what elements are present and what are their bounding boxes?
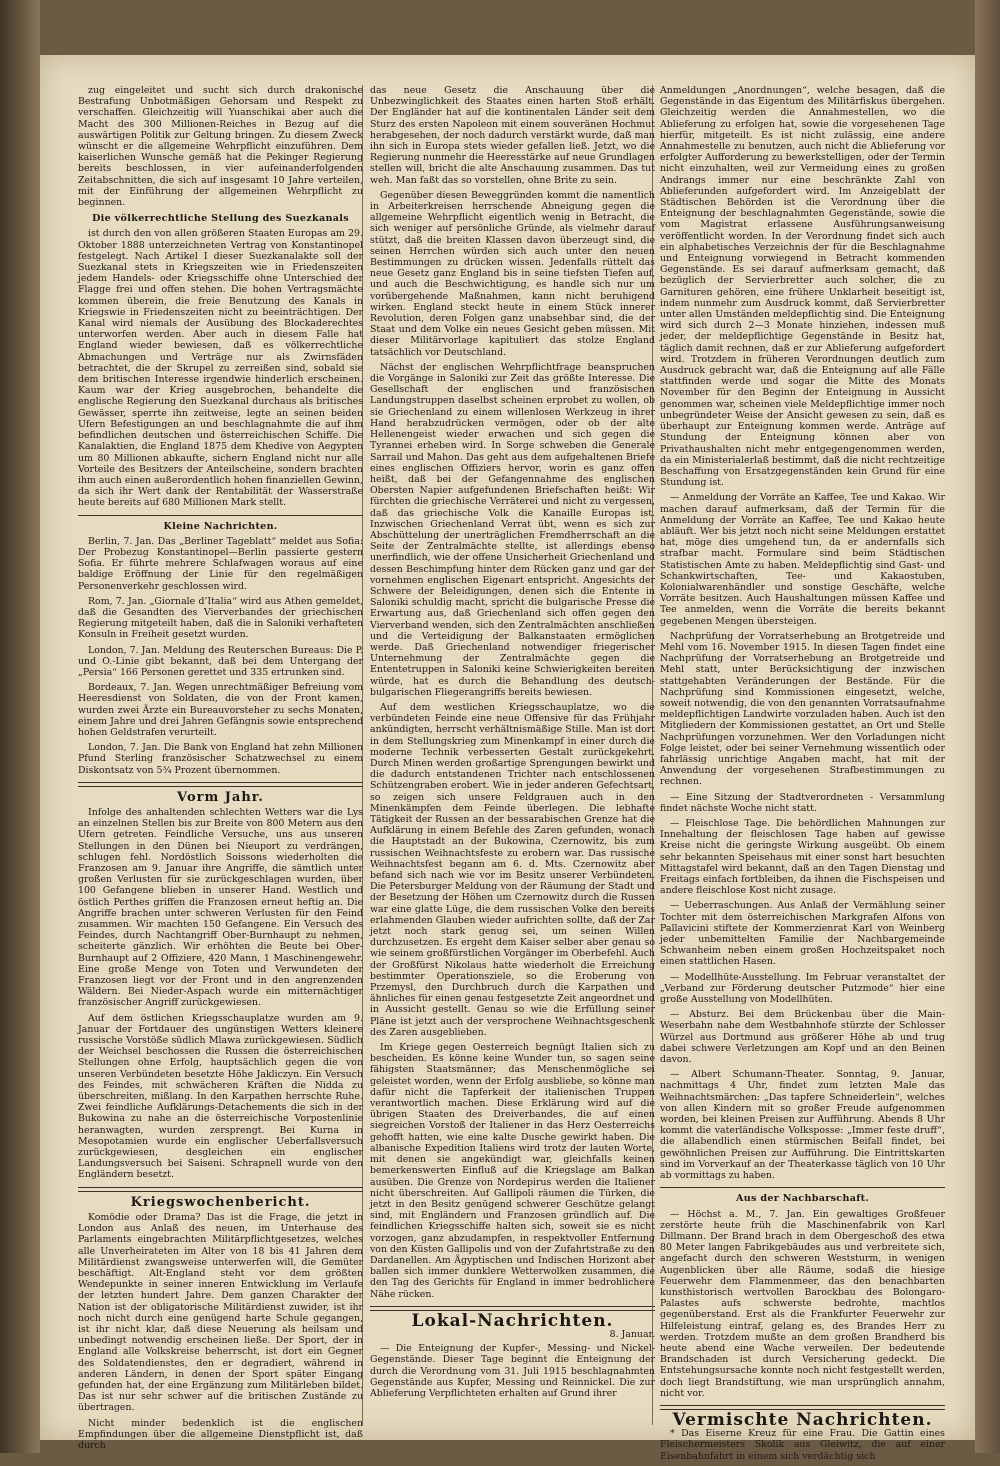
divider	[78, 1187, 363, 1192]
news-item: — Eine Sitzung der Stadtverordneten - Versammlung findet nächste Woche nicht statt.	[660, 791, 945, 814]
news-item: — Absturz. Bei dem Brückenbau über die Main-Weserbahn nahe dem Westbahnhofe stürzte der Schlosser Würzel aus Dortmund aus größerer Höhe ab und trug dabei schwere Verletzungen am Kopf und an den Beinen davon.	[660, 1009, 945, 1066]
article-paragraph: das neue Gesetz die Anschauung über die Unbezwinglichkeit des Staates einen harten Stoß erhält. Der Engländer hat auf die kontinentalen Länder seit dem Sturz des ersten Napoleon mit einem souveränen Hochmut herabgesehen, der noch dadurch verstärkt wurde, daß man ihn sich in Europa stets wieder gefallen ließ. Jetzt, wo die Regierung nunmehr die Heeresstärke auf neue Grundlagen stellen will, bricht die alte Anschauung zusammen. Das tut weh. Man faßt das so vorstellen, ohne Brite zu sein.	[370, 85, 655, 186]
dateline: 8. Januar.	[609, 1328, 655, 1340]
article-paragraph: Gegenüber diesen Beweggründen kommt die namentlich in Arbeiterkreisen herrschende Abneigung gegen die allgemeine Wehrpflicht eigentlich wenig in Betracht, die sich weniger auf persönliche Gründe, als vielmehr darauf stützt, daß die breiten Klassen davon überzeugt sind, die seinen Herrchen würden sich auch unter den neuen Bestimmungen zu drücken wissen. Jedenfalls rüttelt das neue Gesetz ganz England bis in seine tiefsten Tiefen auf, und auch die Beschwichtigung, es handle sich nur um vorübergehende Maßnahmen, kann nicht beruhigend wirken. England steckt heute in einem Stück innerer Revolution, deren Folgen ganz unabsehbar sind, die der Staat und dem Volke ein neues Gesicht geben müssen. Mit dieser Militärvorlage kapituliert das stolze England tatsächlich vor Deutschland.	[370, 189, 655, 358]
divider	[370, 1306, 655, 1311]
article-paragraph: Auf dem östlichen Kriegsschauplatze wurden am 9. Januar der Fortdauer des ungünstigen Wetters kleinere russische Vorstöße südlich Mlawa zurückgewiesen. Südlich der Weichsel beschossen die Russen die österreichischen Stellungen ohne Erfolg, hauptsächlich gegen die von unseren Verbündeten besetzte Höhe Jakliczyn. Ein Versuch des Feindes, mit schwächeren Kräften die Nidda zu überschreiten, mißlang. In den Karpathen herrschte Ruhe. Zwei feindliche Aufklärungs-Detachements die sich in der Bukowina zu nahe an die österreichische Vorpostenlinie heranwagten, wurden zersprengt. Bei Kurna in Mesopotamien wurde ein englischer Ueberfallsversuch zurückgewiesen, desgleichen ein englischer Landungsversuch bei Saiseni. Schrapnell wurde von den Engländern besetzt.	[78, 1012, 363, 1181]
article-paragraph: Infolge des anhaltenden schlechten Wetters war die Lys an einzelnen Stellen bis zur Breite von 800 Metern aus den Ufern getreten. Feindliche Versuche, uns aus unseren Stellungen in den Dünen bei Nieuport zu verdrängen, schlugen fehl. Nordöstlich Soissons wiederholten die Franzosen am 9. Januar ihre Angriffe, die sämtlich unter großen Verlusten für sie zurückgeschlagen wurden, über 100 Gefangene blieben in unserer Hand. Westlich und östlich Perthes griffen die Franzosen erneut heftig an. Die Angriffe brachen unter schweren Verlusten für den Feind zusammen. Wir machten 150 Gefangene. Ein Versuch des Feindes, durch Nachtangriff Ober-Burnhaupt zu nehmen, scheiterte gänzlich. Wir erhöhten die Beute bei Ober-Burnhaupt auf 2 Offiziere, 420 Mann, 1 Maschinengewehr. Eine große Menge von Toten und Verwundeten der Franzosen liegt vor der Front und in den angrenzenden Wäldern. Bei Nieder-Aspach wurde ein mitternächtiger französischer Angriff zurückgewiesen.	[78, 806, 363, 1009]
article-paragraph: Komödie oder Drama? Das ist die Frage, die jetzt in London aus Anlaß des neuen, im Unterhause des Parlaments eingebrachten Militärpflichtgesetzes, welches alle Unverheirateten im Alter von 18 bis 41 Jahren dem Militärdienst zwangsweise unterwerfen will, die Gemüter beschäftigt. Alt-England steht vor dem größten Wendepunkte in seiner inneren Entwicklung im Verlaufe der letzten hundert Jahre. Dem ganzen Charakter der Nation ist der obligatorische Militärdienst zuwider, ist ihr noch nicht durch eine genügend harte Schule gegangen, ist ihr nicht klar, daß diese Neuerung als heilsam und unbedingt notwendig erscheinen ließe. Der Sport, der in England alle Volkskreise beherrscht, ist dort ein Gegner des Soldatendienstes, den er degradiert, während in anderen Ländern, in denen der Sport später Eingang gefunden hat, der eine Ergänzung zum Militärleben bildet. Das ist nur sehr schwer auf die britischen Zustände zu übertragen.	[78, 1211, 363, 1414]
news-item: Berlin, 7. Jan. Das „Berliner Tageblatt“ meldet aus Sofia: Der Probezug Konstantinopel—Berlin passierte gestern Sofia. Er führte mehrere Schlafwagen woraus auf eine baldige Eröffnung der Linie für den regelmäßigen Personenverkehr geschlossen wird.	[78, 535, 363, 592]
news-item: * Das Eiserne Kreuz für eine Frau. Die Gattin eines Fleischermeisters Skolik aus Gleiwitz, die auf einer Eisenbahnfahrt in einem sich verdächtig sich	[660, 1428, 945, 1462]
kriegswochenbericht-title: Kriegswochenbericht.	[130, 1194, 311, 1210]
lokal-nachrichten-title: Lokal-Nachrichten.	[411, 1310, 614, 1331]
divider	[660, 1187, 945, 1188]
news-item: — Fleischlose Tage. Die behördlichen Mahnungen zur Innehaltung der fleischlosen Tage haben auf gewisse Kreise nicht die geringste Wirkung ausgeübt. Ob einem sehr bekannten Speisehaus mit einer sonst hart besuchten Mittagstafel wird bekannt, daß an den Tagen Dienstag und Freitags einfach fortbleiben, da ihnen die Fischspeisen und andere fleischlose Kost nicht zusage.	[660, 818, 945, 897]
article-paragraph: ist durch den von allen größeren Staaten Europas am 29. Oktober 1888 unterzeichneten Vertrag von Konstantinopel festgelegt. Nach Artikel I dieser Suezkanalakte soll der Suezkanal stets in Kriegszeiten wie in Friedenszeiten jedem Handels- oder Kriegsschiffe ohne Unterschied der Flagge frei und offen stehen. Die hohen Vertragsmächte kommen überein, die freie Benutzung des Kanals in Kriegswie in Friedenszeiten nicht zu beeinträchtigen. Der Kanal wird niemals der Ausübung des Blockaderechtes unterworfen werden. Aber auch in diesem Falle hat England wieder bewiesen, daß es völkerrechtliche Abmachungen und Verträge nur als Zwirnsfäden betrachtet, die der Skrupel zu zerreißen sind, sobald sie dem britischen Interesse irgendwie hinderlich erscheinen. Kaum war der Krieg ausgebrochen, behandelte die englische Regierung den Suezkanal durchaus als britisches Gewässer, sperrte ihn zeitweise, legte an seinen beiden Ufern Befestigungen an und beschlagnahmte die auf ihm befindlichen deutschen und österreichischen Schiffe. Die Kanalaktien, die England 1875 dem Khedive von Aegypten um 80 Millionen abkaufte, sichern England nicht nur alle Vorteile des Besitzers der Anteilscheine, sondern brachten ihm auch einen außerordentlich hohen finanziellen Gewinn, da sich ihr Wert dank der Rentabilität der Wasserstraße heute bereits auf 680 Millionen Mark stellt.	[78, 228, 363, 509]
newspaper-page	[40, 55, 975, 1462]
news-item: London, 7. Jan. Meldung des Reuterschen Bureaus: Die P. und O.-Linie gibt bekannt, daß bei dem Untergang der „Persia“ 166 Personen gerettet und 335 ertrunken sind.	[78, 644, 363, 678]
column-3	[660, 85, 945, 1466]
divider	[78, 782, 363, 787]
news-item: Nachprüfung der Vorratserhebung an Brotgetreide und Mehl vom 16. November 1915. In diesen Tagen findet eine Nachprüfung der Vorratserhebung an Brotgetreide und Mehl statt, unter Berücksichtigung der inzwischen stattgehabten Veränderungen der Bestände. Für die Nachprüfung sind Kommissionen eingesetzt, welche, soweit notwendig, die von den genannten Vorratsaufnahme meldepflichtigen Landwirte vorzuladen haben. Auch ist den Mitgliedern der Kommissionen gestattet, an Ort und Stelle Nachprüfungen vorzunehmen. Wer den Vorladungen nicht Folge leistet, oder bei seiner Vernehmung wissentlich oder fahrlässig unrichtige Angaben macht, hat mit der Anwendung der vorgesehenen Strafbestimmungen zu rechnen.	[660, 630, 945, 788]
kleine-nachrichten-heading: Kleine Nachrichten.	[163, 520, 278, 532]
news-item: London, 7. Jan. Die Bank von England hat zehn Millionen Pfund Sterling französischer Schatzwechsel zu einem Diskontsatz von 5¾ Prozent übernommen.	[78, 742, 363, 776]
article-paragraph: Anmeldungen „Anordnungen“, welche besagen, daß die Gegenstände in das Eigentum des Militärfiskus übergehen. Gleichzeitig werden die Annahmestellen, wo die Ablieferung zu erfolgen hat, sowie die vorgesehenen Tage hierfür, mitgeteilt. Es ist nicht zulässig, eine andere Annahmestelle zu benutzen, auch nicht die Ablieferung vor erfolgter Aufforderung zu bewerkstelligen, oder der Termin nicht einzuhalten, weil zur Vermeidung eines zu großen Andrangs immer nur eine beschränkte Zahl von Ablieferunden aufgefordert wird. Im Anzeigeblatt der Städtischen Behörden ist die Verordnung über die Enteignung der beschlagnahmten Gegenstände, sowie die vom Magistrat erlassene Ausführungsanweisung veröffentlicht worden. In der Verordnung findet sich auch ein alphabetisches Verzeichnis der für die Beschlagnahme und Enteignung vorwiegend in Betracht kommenden Gegenstände. Es sei darauf aufmerksam gemacht, daß bezüglich der Servierbretter auch solcher, die zu Garnituren gehören, eine frühere Unklarheit beseitigt ist, indem nunmehr zum Ausdruck kommt, daß Servierbretter unter allen Umständen meldepflichtig sind. Die Enteignung wird sich durch 2—3 Monate hinziehen, indessen muß jeder, der meldepflichtige Gegenstände in Besitz hat, täglich damit rechnen, daß er zur Ablieferung aufgefordert wird. Trotzdem in früheren Verordnungen deutlich zum Ausdruck gebracht war, daß die Enteignung auf alle Fälle stattfinden werde und sogar die Mitte des Monats November für den Beginn der Enteignung in Aussicht genommen war, scheinen viele Meldepflichtige immer noch unbegründeter Weise der Ansicht gewesen zu sein, daß es überhaupt zur Enteignung kommen werde. Anträge auf Stundung der Enteignung können aber von Privathaushalten nicht mehr entgegengenommen werden, da ein Ministerialerlaß bestimmt, daß die nicht rechtzeitige Beschaffung von Ersatzgegenständen kein Grund für eine Stundung ist.	[660, 85, 945, 489]
column-1	[78, 85, 363, 1455]
news-item: — Ueberraschungen. Aus Anlaß der Vermählung seiner Tochter mit dem österreichischen Markgrafen Alfons von Pallavicini stiftete der Kommerzienrat Karl von Weinberg jeder unbemittelten Familie der Nachbargemeinde Schwanheim neben einem großen Hochzeitspaket noch einen stattlichen Hasen.	[660, 900, 945, 968]
book-spine	[0, 0, 40, 1453]
nachbarschaft-heading: Aus der Nachbarschaft.	[735, 1193, 870, 1205]
vermischte-nachrichten-title: Vermischte Nachrichten.	[672, 1409, 933, 1430]
suez-heading: Die völkerrechtliche Stellung des Suezkanals	[92, 213, 349, 225]
news-item: — Höchst a. M., 7. Jan. Ein gewaltiges Großfeuer zerstörte heute früh die Maschinenfabrik von Karl Dillmann. Der Brand brach in dem Obergeschoß des etwa 80 Meter langen Fabrikgebäudes aus und verbreitete sich, angefacht durch den schweren Weststurm, in wenigen Augenblicken über alle Räume, sodaß die hiesige Feuerwehr dem Flammenmeer, das den benachbarten kunsthistorisch wertvollen Barockbau des Bolongaro-Palastes aufs schwerste bedrohte, machtlos gegenüberstand. Erst als die Frankfurter Feuerwehr zur Hilfeleistung eintraf, gelang es, des Brandes Herr zu werden. Trotzdem mußte an dem großen Brandherd bis heute abend eine Wache verweilen. Der bedeutende Brandschaden ist durch Versicherung gedeckt. Die Entstehungsursache konnte noch nicht festgestellt werden, doch liegt Brandstiftung, wie man ursprünglich annahm, nicht vor.	[660, 1208, 945, 1399]
news-item: Bordeaux, 7. Jan. Wegen unrechtmäßiger Befreiung vom Heeresdienst von Soldaten, die von der Front kamen, wurden zwei Ärzte ein Bureauvorsteher zu sechs Monaten, einem Jahre und drei Jahren Gefängnis sowie entsprechend hohen Geldstrafen verurteilt.	[78, 682, 363, 738]
column-2	[370, 85, 655, 1403]
article-paragraph: Nächst der englischen Wehrpflichtfrage beanspruchen die Vorgänge in Saloniki zur Zeit das größte Interesse. Die Gesellschaft der englischen und französischen Landungstruppen daselbst scheinen erprobet zu wollen, ob sie Griechenland zu einem willenlosen Werkzeug in ihrer Hand herabzudrücken vermögen, oder ob der alte Hellenengeist wieder erwachen und sich gegen die Tyrannei erheben wird. In Sorge schweben die Generale Sarrail und Mahon. Das geht aus dem aufgehaltenen Briefe eines englischen Offiziers hervor, worin es ganz offen heißt, daß bei der Gefangennahme des englischen Obersten Napier aufgefundenen Briefschaften heißt: Wir fürchten die griechische Verräterei und nicht zu vergessen, daß das griechische Volk die Kanaille Europas ist. Inzwischen Griechenland Verrat übt, wenn es sich zur Abschüttelung der unerträglichen Fremdherrschaft an die Seite der Zentralmächte stellte, ist allerdings ebenso unerfindlich, wie der offene Unsicherheit Griechenland und dessen Beschimpfung hinter dem Rücken ganz und gar der vornehmen englischen Eigenart entspricht. Angesichts der Schwere der Beleidigungen, denen sich die Entente in Saloniki schuldig macht, spricht die bulgarische Presse die Erwartung aus, daß Griechenland sich offen gegen den Vierverband wenden, sich den Zentralmächten anschließen und die Verteidigung der Balkanstaaten ermöglichen werde. Daß Griechenland notwendiger friegerischer Unternehmung der Zentralmächte gegen die Ententetruppen in Saloniki keine Schwierigkeiten bereiten würde, hat es durch die Behandlung des deutsch-bulgarischen Fliegerangriffs bereits bewiesen.	[370, 361, 655, 698]
article-paragraph: zug eingeleitet und sucht sich durch drakonische Bestrafung Unbotmäßigen Gehorsam und Respekt zu verschaffen. Gleichzeitig will Yuanschikai aber auch die Macht des 300 Millionen-Reiches in Bezug auf die auswärtigen Politik zur Geltung bringen. Zu diesem Zweck wünscht er die allgemeine Wehrpflicht einzuführen. Dem kaiserlichen Wunsche gemäß hat die Pekinger Regierung bereits beschlossen, in vier aufeinanderfolgenden Zeitabschnitten, die sich auf insgesamt 10 Jahre verteilen, mit der Einführung der allgemeinen Wehrpflicht zu beginnen.	[78, 85, 363, 209]
news-item: Rom, 7. Jan. „Giornale d’Italia“ wird aus Athen gemeldet, daß die Gesandten des Vierverbandes der griechischen Regierung mitgeteilt haben, daß die in Saloniki verhafteten Konsuln in Freiheit gesetzt wurden.	[78, 595, 363, 641]
divider	[78, 515, 363, 516]
news-item: — Modellhüte-Ausstellung. Im Februar veranstaltet der „Verband zur Förderung deutscher Putzmode“ hier eine große Ausstellung von Modellhüten.	[660, 971, 945, 1006]
article-paragraph: Nicht minder bedenklich ist die englischen Empfindungen über die allgemeine Dienstpflicht ist, daß durch	[78, 1417, 363, 1451]
news-item: — Anmeldung der Vorräte an Kaffee, Tee und Kakao. Wir machen darauf aufmerksam, daß der Termin für die Anmeldung der Vorräte an Kaffee, Tee und Kakao heute abläuft. Wer bis jetzt noch nicht seine Meldungen erstattet hat, möge dies umgehend tun, da er andernfalls sich strafbar macht. Formulare sind beim Städtischen Statistischen Amte zu haben. Meldepflichtig sind Gast- und Schankwirtschaften, Tee- und Kakaostuben, Kolonialwarenhändler und sonstige Geschäfte, welche Vorräte besitzen. Auch Haushaltungen müssen Kaffee und Tee anmelden, wenn die Vorräte die bereits bekannt gegebenen Mengen übersteigen.	[660, 492, 945, 627]
page-edge	[975, 0, 1000, 1453]
news-item: — Albert Schumann-Theater. Sonntag, 9. Januar, nachmittags 4 Uhr, findet zum letzten Male das Weihnachtsmärchen: „Das tapfere Schneiderlein“, welches von allen Kindern mit so großer Freude aufgenommen worden, bei kleinen Preisen zur Aufführung. Abends 8 Uhr kommt die vaterländische Volksposse: „Immer feste druff“, die allabendlich einen stürmischen Beifall findet, bei gewöhnlichen Preisen zur Aufführung. Die Eintrittskarten sind im Vorverkauf an der Theaterkasse täglich von 10 Uhr ab vormittags zu haben.	[660, 1069, 945, 1182]
vorm-jahr-title: Vorm Jahr.	[177, 789, 264, 805]
news-item: — Die Enteignung der Kupfer-, Messing- und Nickel-Gegenstände. Dieser Tage beginnt die Enteignung der durch die Verordnung vom 31. Juli 1915 beschlagnahmten Gegenstände aus Kupfer, Messing und Reinnickel. Die zur Ablieferung Verpflichteten erhalten auf Grund ihrer	[370, 1343, 655, 1399]
article-paragraph: Im Kriege gegen Oesterreich begnügt Italien sich zu bescheiden. Es könne keine Wunder tun, so sagen seine fähigsten Staatsmänner; das Menschenmögliche sei geleistet worden, wenn der Erfolg ausbliebe, so könne man dafür nicht die Tapferkeit der italienischen Truppen verantwortlich machen. Diese Erklärung wird auf die übrigen Staaten des Dreiverbandes, die auf einen siegreichen Vorstoß der Italiener in das Herz Oesterreichs gehofft hatten, wie eine kalte Dusche gewirkt haben. Die albanische Expedition Italiens wird trotz der lauten Worte, mit denen sie angekündigt war, gleichfalls keinen bemerkenswerten Einfluß auf die Kriegslage am Balkan ausüben. Die Grenze von Nordepirus werden die Italiener nicht überschreiten. Auf Gallipoli räumen die Türken, die jetzt in den Besitz genügend schwerer Geschütze gelangt sind, mit Engländern und Franzosen gründlich auf. Die feindlichen Kriegsschiffe halten sich, soweit sie es nicht vorzogen, ganz abzudampfen, in respektvoller Entfernung von den Küsten Gallipolis und von der Zufahrtstraße zu den Dardanellen. Am Ägyptischen und Indischen Horizont aber ballen sich immer dunklere Wetterwolken zusammen, die den Tag des Gerichts für England in immer bedrohlichere Nähe rücken.	[370, 1042, 655, 1300]
article-paragraph: Auf dem westlichen Kriegsschauplatze, wo die verbündeten Feinde eine neue Offensive für das Frühjahr ankündigten, herrscht verhältnismäßige Stille. Man ist dort in dem Stellungskrieg zum Minenkampf in einer durch die moderne Technik verbesserten Gestalt zurückgekehrt. Durch Minen werden großartige Sprengungen bewirkt und die dadurch entstandenen Trichter nach entschlossenen Schützengraben erobert. Wie in jeder anderen Gefechtsart, so zeigen sich unsere Feldgrauen auch in den Minenkämpfen dem Feinde überlegen. Die lebhafte Tätigkeit der Russen an der bessarabischen Grenze hat die Aufklärung in einem Befehle des Zaren gefunden, wonach die Hauptstadt an der Bukowina, Czernowitz, bis zum russischen Weihnachtsfeste zu erobern war. Das russische Weihnachtsfest begann am 6. d. Mts. Czernowitz aber befand sich nach wie vor im Besitz unserer Verbündeten. Die Petersburger Meldung von der Räumung der Stadt und der Besetzung der Höhen um Czernowitz durch die Russen war eine glatte Lüge, die dem russischen Volke den bereits erlahmenden Glauben wieder aufrichten sollte, daß der Zar jetzt noch stark genug sei, um seinen Willen durchzusetzen. Es ergeht dem Kaiser selber aber genau so wie seinem großfürstlichen Vorgänger im Oberbefehl. Auch der Großfürst Nikolaus hatte wiederholt die Erreichung bestimmter Operationsziele, so die Eroberung von Przemysl, den Durchbruch durch die Karpathen und ähnliches für einen genau festgesetzte Zeit angeordnet und in Aussicht gestellt. Genau so wie die Erfüllung seiner Pläne ist jetzt auch der versprochene Weihnachtsgeschenk des Zaren ausgeblieben.	[370, 701, 655, 1038]
